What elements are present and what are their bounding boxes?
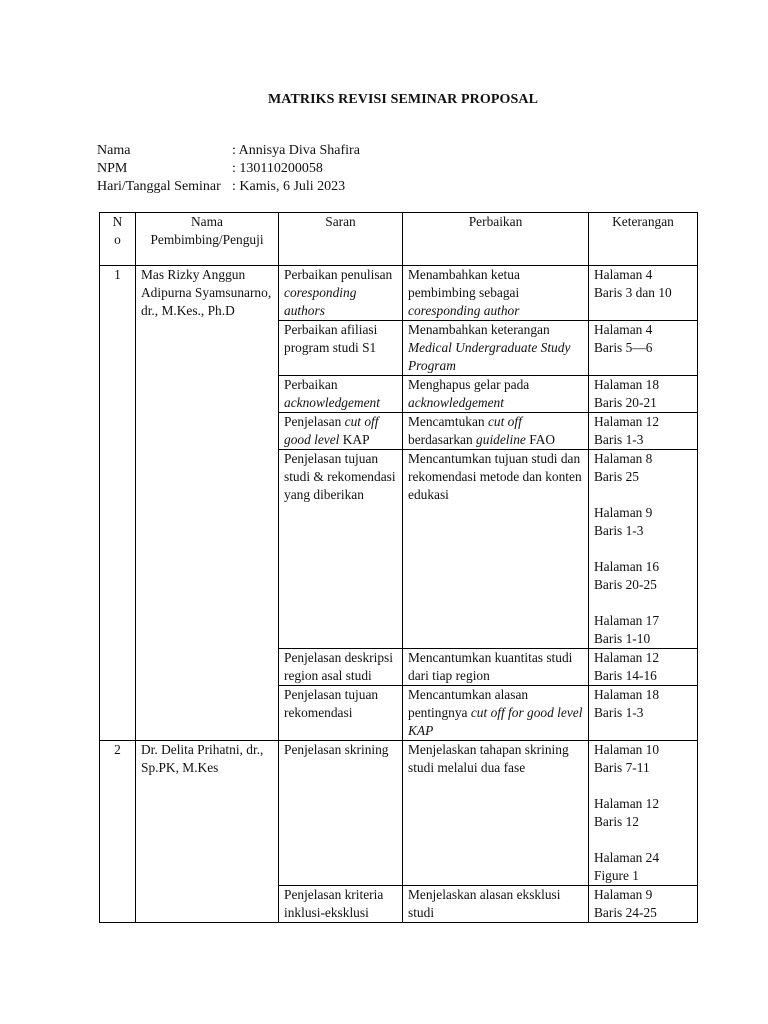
- perbaikan-text: Menjelaskan alasan eksklusi studi: [408, 887, 561, 920]
- meta-value: : Annisya Diva Shafira: [232, 143, 360, 158]
- cell-saran: [279, 376, 403, 413]
- keterangan-line: Baris 1-3: [594, 705, 644, 720]
- header-nama: Nama Pembimbing/Penguji: [136, 213, 279, 266]
- header-keterangan: Keterangan: [589, 213, 698, 266]
- cell-keterangan: [589, 886, 698, 923]
- keterangan-line: Halaman 9: [594, 887, 653, 902]
- saran-text: Penjelasan skrining: [284, 742, 389, 757]
- saran-text: Penjelasan deskripsi region asal studi: [284, 650, 393, 683]
- perbaikan-text: Mencamtukan: [408, 414, 488, 429]
- cell-perbaikan: [403, 649, 589, 686]
- table-row: [100, 741, 698, 886]
- cell-saran: [279, 649, 403, 686]
- keterangan-line: Baris 7-11: [594, 760, 650, 775]
- keterangan-line: Halaman 12: [594, 796, 660, 811]
- keterangan-line: Halaman 24: [594, 850, 660, 865]
- cell-keterangan: [589, 741, 698, 886]
- keterangan-line: Halaman 4: [594, 322, 653, 337]
- cell-keterangan: [589, 686, 698, 741]
- header-row: [100, 213, 698, 266]
- cell-perbaikan: [403, 376, 589, 413]
- saran-text: Penjelasan kriteria inklusi-eksklusi: [284, 887, 384, 920]
- keterangan-line: Halaman 12: [594, 650, 660, 665]
- keterangan-line: Halaman 8: [594, 451, 653, 466]
- cell-no: 1: [100, 266, 136, 741]
- saran-text: Penjelasan tujuan studi & rekomendasi yang diberikan: [284, 451, 396, 502]
- keterangan-line: Baris 5—6: [594, 340, 653, 355]
- saran-text: cut off good level: [284, 414, 379, 447]
- perbaikan-text: Menjelaskan tahapan skrining studi melalui dua fase: [408, 742, 569, 775]
- keterangan-line: Baris 14-16: [594, 668, 657, 683]
- revision-matrix-table: [99, 212, 698, 923]
- keterangan-line: Halaman 10: [594, 742, 660, 757]
- perbaikan-text: Medical Undergraduate Study Program: [408, 340, 571, 373]
- table-header: [100, 213, 698, 266]
- identity-block: [97, 142, 360, 196]
- keterangan-line: Halaman 9: [594, 505, 653, 520]
- cell-examiner-name: Dr. Delita Prihatni, dr., Sp.PK, M.Kes: [136, 741, 279, 923]
- cell-saran: [279, 686, 403, 741]
- cell-keterangan: [589, 321, 698, 376]
- perbaikan-text: guideline: [476, 432, 526, 447]
- keterangan-line: Baris 3 dan 10: [594, 285, 672, 300]
- meta-value: : Kamis, 6 Juli 2023: [232, 179, 346, 194]
- perbaikan-text: cut off: [487, 414, 522, 429]
- cell-perbaikan: [403, 321, 589, 376]
- table-row: [100, 266, 698, 321]
- cell-saran: [279, 266, 403, 321]
- meta-row-nama: [97, 142, 360, 160]
- keterangan-line: Baris 1-10: [594, 631, 651, 646]
- saran-text: acknowledgement: [284, 395, 380, 410]
- meta-label: Hari/Tanggal Seminar: [97, 179, 221, 194]
- saran-text: Penjelasan tujuan rekomendasi: [284, 687, 379, 720]
- saran-text: Perbaikan: [284, 377, 338, 392]
- keterangan-line: Halaman 12: [594, 414, 660, 429]
- keterangan-line: Baris 12: [594, 814, 640, 829]
- cell-no: 2: [100, 741, 136, 923]
- saran-text: coresponding authors: [284, 285, 357, 318]
- saran-text: Perbaikan afiliasi program studi S1: [284, 322, 378, 355]
- saran-text: KAP: [339, 432, 370, 447]
- meta-value: : 130110200058: [232, 161, 323, 176]
- meta-label: NPM: [97, 161, 128, 176]
- header-no: N o: [100, 213, 136, 266]
- keterangan-line: Halaman 16: [594, 559, 660, 574]
- table-body: [100, 266, 698, 923]
- perbaikan-text: Menghapus gelar pada: [408, 377, 530, 392]
- cell-perbaikan: [403, 886, 589, 923]
- keterangan-line: Baris 25: [594, 469, 640, 484]
- cell-keterangan: [589, 649, 698, 686]
- perbaikan-text: Mencantumkan kuantitas studi dari tiap region: [408, 650, 573, 683]
- meta-row-tanggal: [97, 178, 360, 196]
- cell-keterangan: [589, 413, 698, 450]
- keterangan-line: Baris 1-3: [594, 523, 644, 538]
- cell-saran: [279, 741, 403, 886]
- perbaikan-text: coresponding author: [408, 303, 520, 318]
- cell-saran: [279, 413, 403, 450]
- meta-label: Nama: [97, 143, 131, 158]
- keterangan-line: Halaman 18: [594, 687, 660, 702]
- perbaikan-text: acknowledgement: [408, 395, 504, 410]
- keterangan-line: Halaman 17: [594, 613, 660, 628]
- cell-perbaikan: [403, 413, 589, 450]
- cell-examiner-name: Mas Rizky Anggun Adipurna Syamsunarno, dr., M.Kes., Ph.D: [136, 266, 279, 741]
- keterangan-line: Halaman 18: [594, 377, 660, 392]
- perbaikan-text: Menambahkan ketua pembimbing sebagai: [408, 267, 520, 300]
- perbaikan-text: Menambahkan keterangan: [408, 322, 550, 337]
- perbaikan-text: berdasarkan: [408, 432, 477, 447]
- cell-saran: [279, 886, 403, 923]
- cell-saran: [279, 321, 403, 376]
- keterangan-line: Baris 20-25: [594, 577, 657, 592]
- perbaikan-text: cut off for good level KAP: [408, 705, 583, 738]
- cell-perbaikan: [403, 266, 589, 321]
- keterangan-line: Baris 24-25: [594, 905, 657, 920]
- meta-row-npm: [97, 160, 360, 178]
- cell-saran: [279, 450, 403, 649]
- keterangan-line: Halaman 4: [594, 267, 653, 282]
- cell-perbaikan: [403, 450, 589, 649]
- perbaikan-text: FAO: [525, 432, 556, 447]
- cell-perbaikan: [403, 741, 589, 886]
- keterangan-line: Baris 20-21: [594, 395, 657, 410]
- cell-perbaikan: [403, 686, 589, 741]
- keterangan-line: Baris 1-3: [594, 432, 644, 447]
- cell-keterangan: [589, 266, 698, 321]
- cell-keterangan: [589, 376, 698, 413]
- header-perbaikan: Perbaikan: [403, 213, 589, 266]
- saran-text: Perbaikan penulisan: [284, 267, 393, 282]
- perbaikan-text: Mencantumkan tujuan studi dan rekomendasi metode dan konten edukasi: [408, 451, 582, 502]
- saran-text: Penjelasan: [284, 414, 345, 429]
- header-saran: Saran: [279, 213, 403, 266]
- document-title: MATRIKS REVISI SEMINAR PROPOSAL: [267, 92, 539, 107]
- keterangan-line: Figure 1: [594, 868, 640, 883]
- cell-keterangan: [589, 450, 698, 649]
- perbaikan-text: Mencantumkan alasan pentingnya: [408, 687, 529, 720]
